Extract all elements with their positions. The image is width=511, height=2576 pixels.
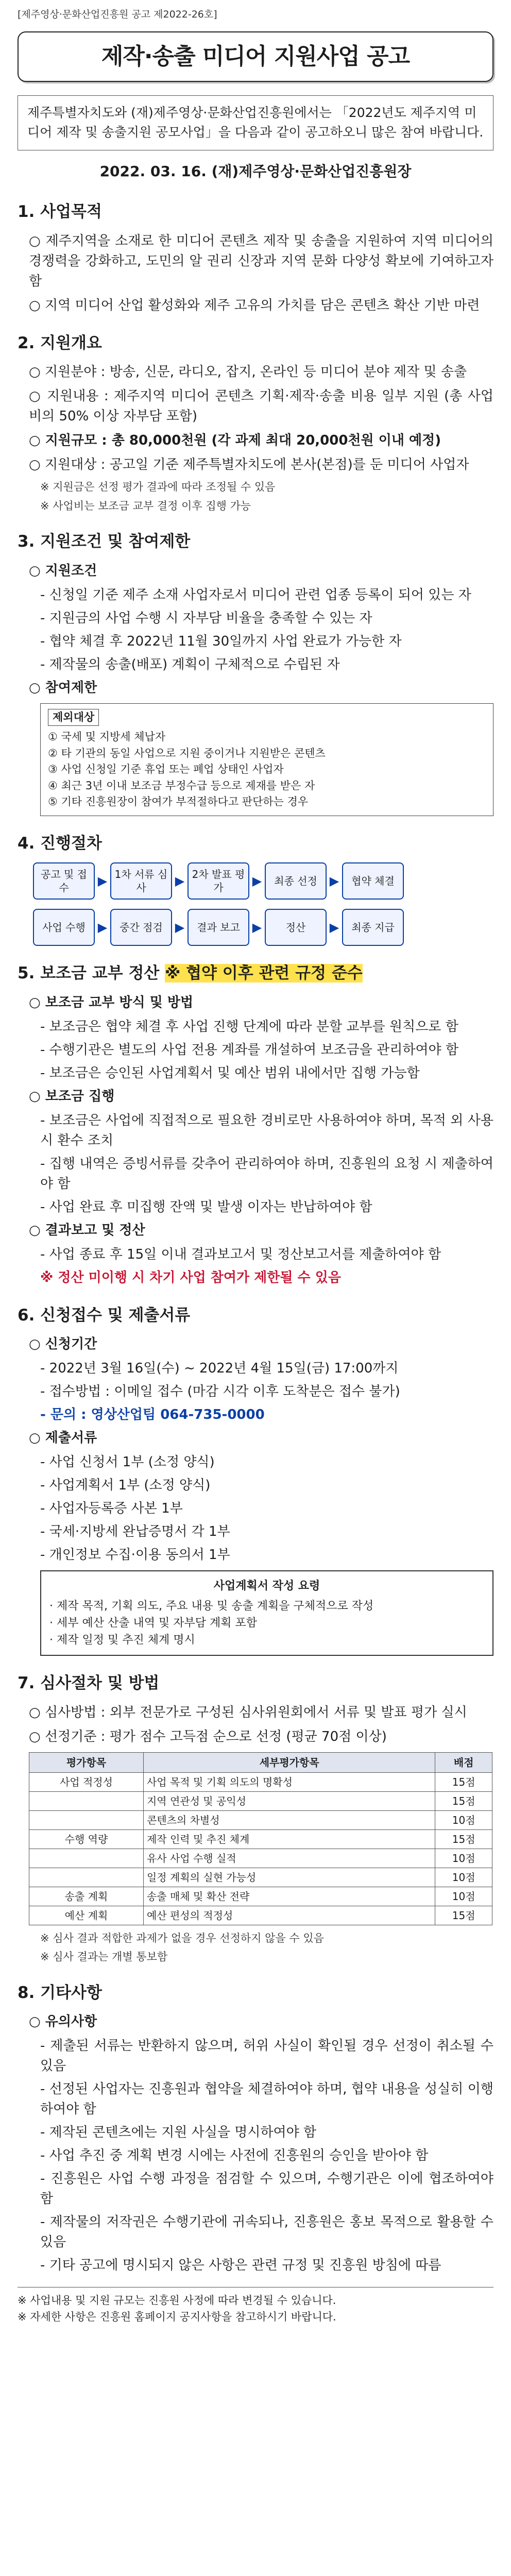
- table-row: [29, 1849, 492, 1868]
- flow-step: 중간 점검: [110, 909, 172, 946]
- flow-row: [33, 909, 493, 946]
- s8-item: - 선정된 사업자는 진흥원과 협약을 체결하여야 하며, 협약 내용을 성실히 이행하여야 함: [40, 2081, 493, 2117]
- table-cell: 송출 계획: [29, 1887, 144, 1906]
- flow-step: 1차 서류 심사: [110, 862, 172, 900]
- arrow-right-icon: ▶: [252, 874, 262, 888]
- s8-item: - 제작된 콘텐츠에는 지원 사실을 명시하여야 함: [40, 2125, 317, 2140]
- s6-item: - 사업계획서 1부 (소정 양식): [40, 1478, 211, 1493]
- s3-item: - 지원금의 사업 수행 시 자부담 비율을 충족할 수 있는 자: [40, 610, 372, 626]
- flow-step: 최종 선정: [265, 862, 327, 900]
- table-cell: 예산 편성의 적정성: [143, 1906, 435, 1925]
- table-cell: 사업 적정성: [29, 1772, 144, 1791]
- s3-item: - 신청일 기준 제주 소재 사업자로서 미디어 관련 업종 등록이 되어 있는 자: [40, 587, 471, 603]
- exclusion-item: ⑤ 기타 진흥원장이 참여가 부적절하다고 판단하는 경우: [48, 795, 309, 808]
- s6-contact: - 문의 : 영상산업팀 064-735-0000: [40, 1407, 265, 1422]
- table-row: [29, 1887, 492, 1906]
- s7-note: ※ 심사 결과는 개별 통보함: [40, 1951, 168, 1963]
- s2-item: ○ 지원규모 : 총 80,000천원 (각 과제 최대 20,000천원 이내 예정): [29, 433, 441, 448]
- flow-step: 정산: [265, 909, 327, 946]
- s8-item: - 사업 추진 중 계획 변경 시에는 사전에 진흥원의 승인을 받아야 함: [40, 2148, 429, 2163]
- s8-item: - 제출된 서류는 반환하지 않으며, 허위 사실이 확인될 경우 선정이 취소될 수 있음: [40, 2038, 493, 2074]
- table-cell: 송출 매체 및 확산 전략: [143, 1887, 435, 1906]
- section-2-title: 2. 지원개요: [18, 333, 102, 352]
- s2-note: ※ 사업비는 보조금 교부 결정 이후 집행 가능: [40, 499, 251, 512]
- s6-item: - 2022년 3월 16일(수) ~ 2022년 4월 15일(금) 17:00까지: [40, 1361, 399, 1376]
- s3-heading: ○ 참여제한: [29, 680, 97, 696]
- s3-item: - 제작물의 송출(배포) 계획이 구체적으로 수립된 자: [40, 656, 340, 672]
- s5-warning: ※ 정산 미이행 시 차기 사업 참여가 제한될 수 있음: [40, 1269, 341, 1285]
- s5-heading: ○ 결과보고 및 정산: [29, 1222, 145, 1238]
- notice-reference: [제주영상·문화산업진흥원 공고 제2022-26호]: [18, 9, 217, 20]
- page-title: 제작·송출 미디어 지원사업 공고: [18, 31, 493, 82]
- s5-item: - 사업 완료 후 미집행 잔액 및 발생 이자는 반납하여야 함: [40, 1199, 372, 1215]
- s8-item: - 기타 공고에 명시되지 않은 사항은 관련 규정 및 진흥원 방침에 따름: [40, 2258, 441, 2273]
- table-cell: 10점: [435, 1887, 492, 1906]
- flow-step: 협약 체결: [342, 862, 404, 900]
- s7-item: ○ 선정기준 : 평가 점수 고득점 순으로 선정 (평균 70점 이상): [29, 1728, 387, 1744]
- flow-step: 공고 및 접수: [33, 862, 95, 900]
- notice-date: 2022. 03. 16. (재)제주영상·문화산업진흥원장: [99, 163, 412, 180]
- exclusion-box-caption: 제외대상: [48, 709, 99, 726]
- s5-item: - 집행 내역은 증빙서류를 갖추어 관리하여야 하며, 진흥원의 요청 시 제출하여야 함: [40, 1156, 493, 1192]
- table-row: [29, 1868, 492, 1887]
- exclusion-box: [40, 703, 493, 816]
- table-row: [29, 1810, 492, 1829]
- s6-heading: ○ 제출서류: [29, 1430, 97, 1446]
- s5-item: - 수행기관은 별도의 사업 전용 계좌를 개설하여 보조금을 관리하여야 함: [40, 1042, 459, 1058]
- final-note-line: ※ 자세한 사항은 진흥원 홈페이지 공지사항을 참고하시기 바랍니다.: [18, 2310, 336, 2323]
- arrow-right-icon: ▶: [97, 874, 108, 888]
- s6-item: - 접수방법 : 이메일 접수 (마감 시각 이후 도착분은 접수 불가): [40, 1384, 400, 1399]
- table-cell: 사업 목적 및 기획 의도의 명확성: [143, 1772, 435, 1791]
- intro-text: 제주특별자치도와 (재)제주영상·문화산업진흥원에서는 「2022년도 제주지역 미디어 제작 및 송출지원 공모사업」을 다음과 같이 공고하오니 많은 참여 바랍니다.: [18, 95, 493, 151]
- exclusion-item: ② 타 기관의 동일 사업으로 지원 중이거나 지원받은 콘텐츠: [48, 747, 326, 759]
- process-flow: [33, 862, 493, 946]
- flow-step: 결과 보고: [188, 909, 249, 946]
- arrow-right-icon: ▶: [329, 920, 339, 935]
- section-4-title: 4. 진행절차: [18, 834, 102, 853]
- flow-step: 사업 수행: [33, 909, 95, 946]
- table-cell: [29, 1810, 144, 1829]
- s6-item: - 국세·지방세 완납증명서 각 1부: [40, 1524, 230, 1539]
- s3-item: - 협약 체결 후 2022년 11월 30일까지 사업 완료가 가능한 자: [40, 633, 402, 649]
- section-8-title: 8. 기타사항: [18, 1983, 102, 2002]
- table-cell: 수행 역량: [29, 1829, 144, 1849]
- table-cell: 15점: [435, 1772, 492, 1791]
- table-cell: 제작 인력 및 추진 체계: [143, 1829, 435, 1849]
- table-cell: 10점: [435, 1868, 492, 1887]
- s5-heading: ○ 보조금 교부 방식 및 방법: [29, 994, 194, 1010]
- table-cell: [29, 1791, 144, 1810]
- s6-heading: ○ 신청기간: [29, 1336, 97, 1352]
- exclusion-item: ① 국세 및 지방세 체납자: [48, 731, 166, 743]
- s5-item: - 보조금은 승인된 사업계획서 및 예산 범위 내에서만 집행 가능함: [40, 1065, 420, 1081]
- evaluation-table: [29, 1752, 492, 1925]
- s8-item: - 진흥원은 사업 수행 과정을 점검할 수 있으며, 수행기관은 이에 협조하여야 함: [40, 2171, 493, 2207]
- exclusion-item: ③ 사업 신청일 기준 휴업 또는 폐업 상태인 사업자: [48, 763, 284, 775]
- table-row: [29, 1791, 492, 1810]
- table-cell: [29, 1849, 144, 1868]
- section-1-title: 1. 사업목적: [18, 202, 102, 221]
- flow-step: 최종 지급: [342, 909, 404, 946]
- s6-item: - 사업 신청서 1부 (소정 양식): [40, 1454, 215, 1470]
- s8-item: - 제작물의 저작권은 수행기관에 귀속되나, 진흥원은 홍보 목적으로 활용할 수 있음: [40, 2214, 493, 2250]
- section-6-title: 6. 신청접수 및 제출서류: [18, 1306, 191, 1325]
- table-cell: [29, 1868, 144, 1887]
- final-notes: [18, 2287, 493, 2325]
- final-note-line: ※ 사업내용 및 지원 규모는 진흥원 사정에 따라 변경될 수 있습니다.: [18, 2294, 336, 2307]
- arrow-right-icon: ▶: [97, 920, 108, 935]
- flow-step: 2차 발표 평가: [188, 862, 249, 900]
- s6-item: - 개인정보 수집·이용 동의서 1부: [40, 1547, 230, 1563]
- table-cell: 콘텐츠의 차별성: [143, 1810, 435, 1829]
- arrow-right-icon: ▶: [329, 874, 339, 888]
- arrow-right-icon: ▶: [175, 920, 185, 935]
- s7-note: ※ 심사 결과 적합한 과제가 없을 경우 선정하지 않을 수 있음: [40, 1931, 324, 1944]
- table-cell: 10점: [435, 1810, 492, 1829]
- table-header-cell: 세부평가항목: [143, 1752, 435, 1772]
- table-header-cell: 배점: [435, 1752, 492, 1772]
- s5-item: - 보조금은 사업에 직접적으로 필요한 경비로만 사용하여야 하며, 목적 외 사용 시 환수 조치: [40, 1112, 493, 1148]
- arrow-right-icon: ▶: [175, 874, 185, 888]
- table-row: [29, 1829, 492, 1849]
- s5-item: - 보조금은 협약 체결 후 사업 진행 단계에 따라 분할 교부를 원칙으로 함: [40, 1019, 458, 1035]
- s1-item: ○ 지역 미디어 산업 활성화와 제주 고유의 가치를 담은 콘텐츠 확산 기반 마련: [29, 297, 480, 313]
- table-cell: 10점: [435, 1849, 492, 1868]
- s2-item: ○ 지원분야 : 방송, 신문, 라디오, 잡지, 온라인 등 미디어 분야 제작 및 송출: [29, 364, 467, 380]
- section-5-title: [18, 961, 493, 986]
- s3-heading: ○ 지원조건: [29, 563, 97, 579]
- exclusion-item: ④ 최근 3년 이내 보조금 부정수급 등으로 제재를 받은 자: [48, 779, 315, 792]
- s6-item: - 사업자등록증 사본 1부: [40, 1501, 183, 1516]
- s2-note: ※ 지원금은 선정 평가 결과에 따라 조정될 수 있음: [40, 481, 276, 493]
- s5-item: - 사업 종료 후 15일 이내 결과보고서 및 정산보고서를 제출하여야 함: [40, 1246, 441, 1262]
- table-cell: 일정 계획의 실현 가능성: [143, 1868, 435, 1887]
- table-cell: 지역 연관성 및 공익성: [143, 1791, 435, 1810]
- table-cell: 15점: [435, 1829, 492, 1849]
- s1-item: ○ 제주지역을 소재로 한 미디어 콘텐츠 제작 및 송출을 지원하여 지역 미디어의 경쟁력을 강화하고, 도민의 알 권리 신장과 지역 문화 다양성 확보에 기여하고자 함: [29, 233, 493, 289]
- section-7-title: 7. 심사절차 및 방법: [18, 1674, 160, 1692]
- writing-guide-item: · 세부 예산 산출 내역 및 자부담 계획 포함: [49, 1617, 257, 1630]
- s2-item: ○ 지원내용 : 제주지역 미디어 콘텐츠 기획·제작·송출 비용 일부 지원 (총 사업비의 50% 이상 자부담 포함): [29, 388, 493, 424]
- table-row: [29, 1906, 492, 1925]
- table-row: [29, 1772, 492, 1791]
- table-cell: 15점: [435, 1906, 492, 1925]
- table-cell: 유사 사업 수행 실적: [143, 1849, 435, 1868]
- section-5-title-text: 5. 보조금 교부 정산: [18, 964, 160, 982]
- table-header-cell: 평가항목: [29, 1752, 144, 1772]
- s2-item: ○ 지원대상 : 공고일 기준 제주특별자치도에 본사(본점)를 둔 미디어 사업자: [29, 457, 469, 472]
- table-cell: 15점: [435, 1791, 492, 1810]
- writing-guide-item: · 제작 일정 및 추진 체계 명시: [49, 1634, 195, 1647]
- s7-item: ○ 심사방법 : 외부 전문가로 구성된 심사위원회에서 서류 및 발표 평가 실시: [29, 1704, 467, 1720]
- s5-heading: ○ 보조금 집행: [29, 1088, 115, 1104]
- writing-guide-box: [40, 1570, 493, 1656]
- flow-row: [33, 862, 493, 900]
- section-5-highlight: ※ 협약 이후 관련 규정 준수: [165, 964, 363, 982]
- s8-heading: ○ 유의사항: [29, 2014, 97, 2029]
- table-cell: 예산 계획: [29, 1906, 144, 1925]
- writing-guide-item: · 제작 목적, 기획 의도, 주요 내용 및 송출 계획을 구체적으로 작성: [49, 1600, 374, 1613]
- section-3-title: 3. 지원조건 및 참여제한: [18, 532, 191, 551]
- table-header-row: [29, 1752, 492, 1772]
- arrow-right-icon: ▶: [252, 920, 262, 935]
- writing-guide-caption: 사업계획서 작성 요령: [213, 1580, 320, 1592]
